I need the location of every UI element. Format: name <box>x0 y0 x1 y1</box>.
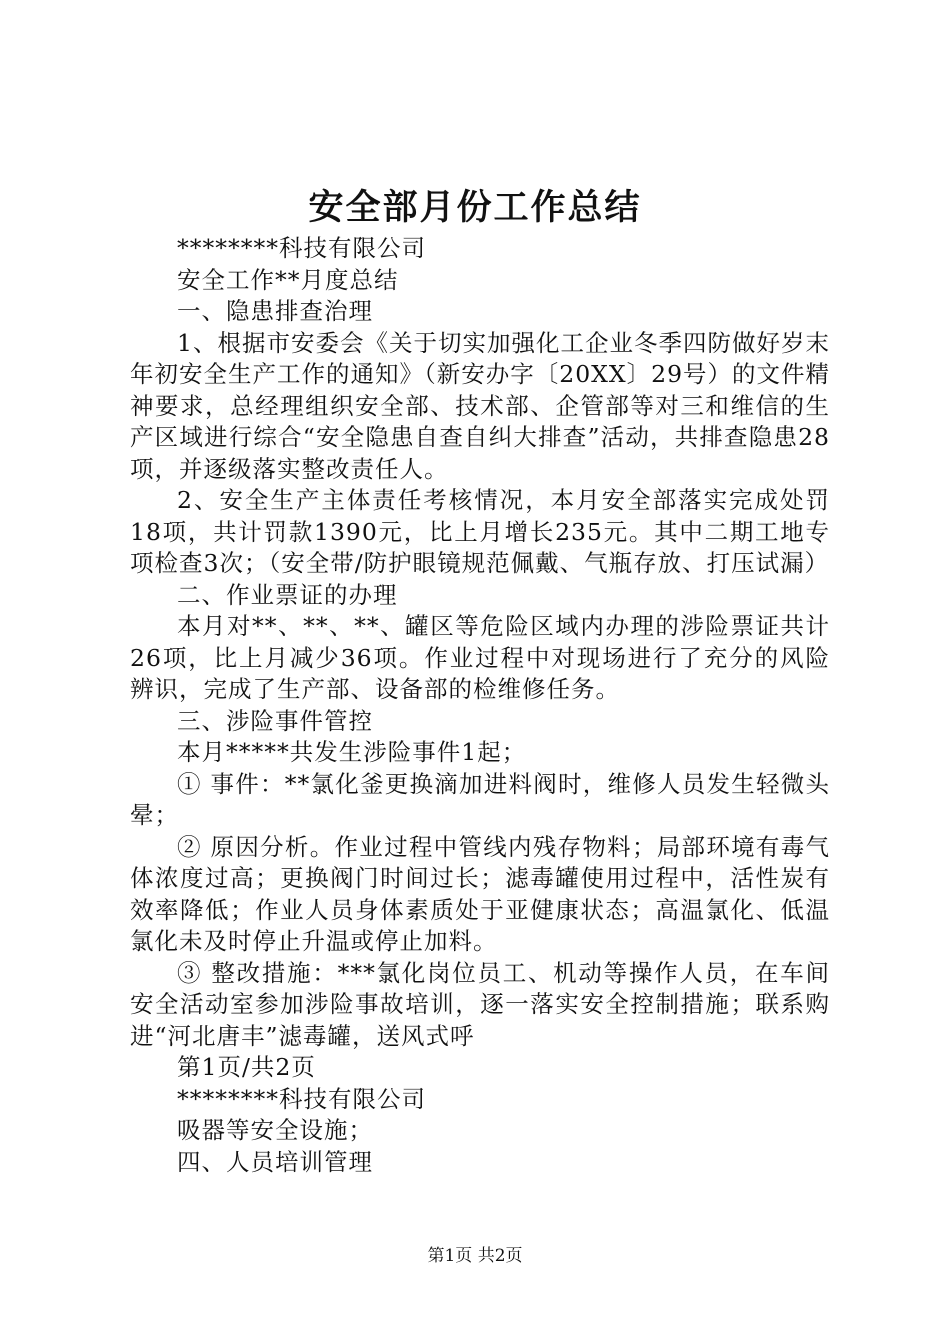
paragraph-incident-count: 本月*****共发生涉险事件1起； <box>177 738 527 766</box>
inline-page-marker: 第1页/共2页 <box>177 1053 316 1081</box>
document-body <box>130 233 830 1178</box>
paragraph-work-permits: 本月对**、**、**、罐区等危险区域内办理的涉险票证共计26项，比上月减少36项。作业过程中对现场进行了充分的风险辨识，完成了生产部、设备部的检维修任务。 <box>130 612 830 703</box>
company-name: ********科技有限公司 <box>177 234 426 262</box>
section-heading-4: 四、人员培训管理 <box>177 1147 373 1176</box>
paragraph-cause-analysis: ② 原因分析。作业过程中管线内残存物料；局部环境有毒气体浓度过高；更换阀门时间过长；滤毒罐使用过程中，活性炭有效率降低；作业人员身体素质处于亚健康状态；高温氯化、低温氯化未及时停止升温或停止加料。 <box>130 832 830 955</box>
company-name-repeat: ********科技有限公司 <box>177 1084 426 1113</box>
paragraph-responsibility-assessment: 2、安全生产主体责任考核情况，本月安全部落实完成处罚18项，共计罚款1390元，比上月增长235元。其中二期工地专项检查3次；（安全带/防护眼镜规范佩戴、气瓶存放、打压试漏） <box>130 486 830 577</box>
page-footer: 第1页 共2页 <box>427 1246 523 1266</box>
section-heading-2: 二、作业票证的办理 <box>177 580 398 609</box>
paragraph-corrective-measures: ③ 整改措施：***氯化岗位员工、机动等操作人员，在车间安全活动室参加涉险事故培训，逐一落实安全控制措施；联系购进“河北唐丰”滤毒罐，送风式呼 <box>130 958 830 1050</box>
report-subtitle: 安全工作**月度总结 <box>177 265 399 294</box>
section-heading-1: 一、隐患排查治理 <box>177 297 373 325</box>
document-title: 安全部月份工作总结 <box>308 187 642 228</box>
paragraph-incident-event: ① 事件：**氯化釜更换滴加进料阀时，维修人员发生轻微头晕； <box>130 769 830 829</box>
section-heading-3: 三、涉险事件管控 <box>177 706 373 735</box>
paragraph-hazard-inspection: 1、根据市安委会《关于切实加强化工企业冬季四防做好岁末年初安全生产工作的通知》（新安办字〔20XX〕29号）的文件精神要求，总经理组织安全部、技术部、企管部等对三和维信的生产区域进行综合“安全隐患自查自纠大排查”活动，共排查隐患28项，并逐级落实整改责任人。 <box>130 328 831 483</box>
paragraph-continuation: 吸器等安全设施； <box>177 1116 373 1144</box>
